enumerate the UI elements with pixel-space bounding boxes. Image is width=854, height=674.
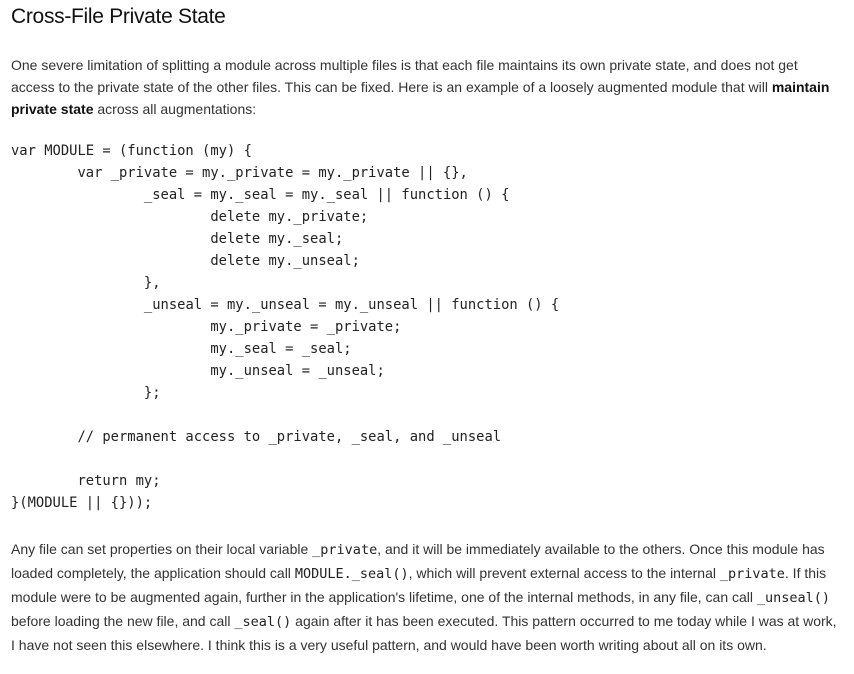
inline-code: MODULE._seal() [294,566,409,582]
inline-code: _private [312,542,378,558]
code-line: my._unseal = _unseal; [11,363,385,379]
outro-text: before loading the new file, and call [11,613,235,629]
code-line: delete my._seal; [11,231,344,247]
intro-bold-phrase: maintain private state [11,79,830,117]
outro-text: Any file can set properties on their local variable [11,541,313,557]
intro-text-end: across all augmentations: [93,101,257,117]
code-line: _unseal = my._unseal = my._unseal || function () { [11,297,560,313]
code-line: }, [11,275,161,291]
code-line: my._private = _private; [11,319,402,335]
outro-paragraph [11,538,844,657]
outro-text: , and it will be immediately available to the others. Once this module has loaded completely, the application should call [11,541,825,581]
intro-text-start: One severe limitation of splitting a module across multiple files is that each file maintains its own private state, and does not get access to the private state of the other files. This can be fixed. Here is an example of a loosely augmented module that will [11,57,798,95]
code-line [11,404,844,426]
code-block [11,140,844,514]
intro-paragraph [11,54,844,120]
code-line: my._seal = _seal; [11,341,352,357]
code-line: }; [11,385,161,401]
code-line [11,448,844,470]
code-line: return my; [11,473,161,489]
section-heading: Cross-File Private State [11,5,226,28]
code-line: var MODULE = (function (my) { [11,143,252,159]
inline-code: _unseal() [756,590,831,606]
inline-code: _private [719,566,785,582]
code-line: var _private = my._private = my._private || {}, [11,165,468,181]
inline-code: _seal() [234,614,292,630]
code-line: }(MODULE || {})); [11,495,153,511]
code-line: delete my._unseal; [11,253,360,269]
outro-text: . If this module were to be augmented again, further in the application's lifetime, one of the internal methods, in any file, can call [11,565,827,605]
code-comment-line: // permanent access to _private, _seal, and _unseal [11,429,502,445]
outro-text: again after it has been executed. This pattern occurred to me today while I was at work, I have not seen this elsewhere. I think this is a very useful pattern, and would have been worth writing about all on its own. [11,613,837,653]
code-line: delete my._private; [11,209,369,225]
outro-text: , which will prevent external access to the internal [408,565,720,581]
code-line: _seal = my._seal = my._seal || function () { [11,187,510,203]
